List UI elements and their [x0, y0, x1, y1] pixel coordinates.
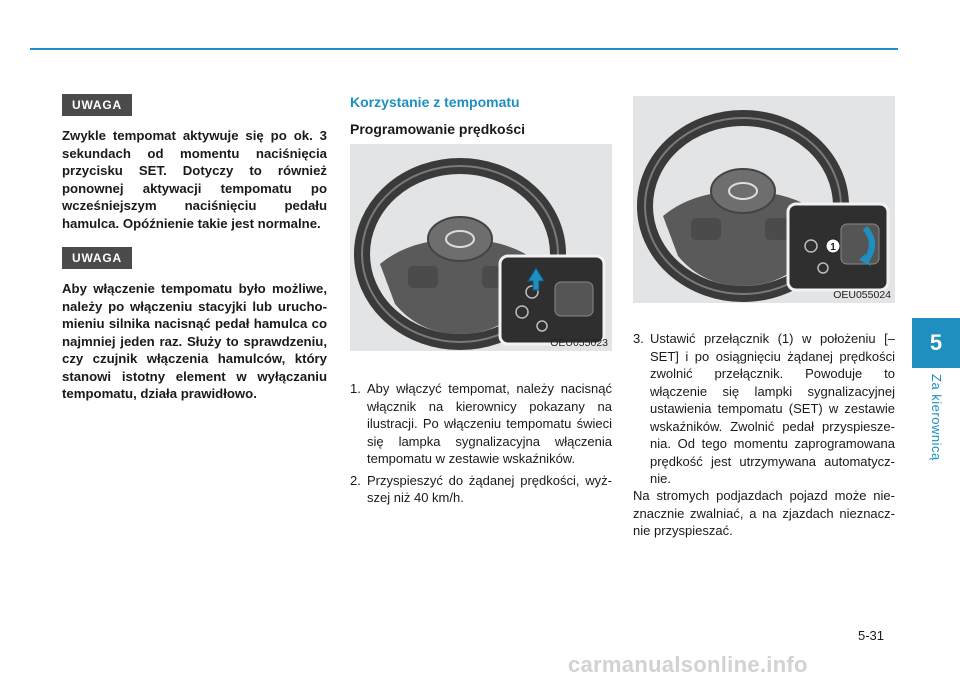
- step-item: [633, 330, 895, 488]
- header-rule: [30, 48, 898, 50]
- step-item: [350, 380, 612, 468]
- step-number: 1.: [350, 381, 361, 396]
- figure-code: OEU055023: [550, 337, 608, 349]
- steering-wheel-figure: [350, 144, 612, 351]
- section-heading: Korzystanie z tempomatu: [350, 94, 520, 110]
- step-item: [350, 472, 612, 507]
- step-text: Aby włączyć tempomat, należy nacisnąć włącznik na kierownicy pokazany na ilustracji. Po włączeniu tempomatu świeci się lampka sygnalizacyjna włączenia tempomatu w zestawie wskaźników.: [367, 381, 612, 466]
- callout-number: 1: [830, 242, 836, 253]
- watermark: carmanualsonline.info: [568, 652, 808, 677]
- note-badge: UWAGA: [62, 247, 132, 269]
- step-text: Przyspieszyć do żądanej prędkości, wyższej niż 40 km/h.: [367, 472, 612, 505]
- chapter-title: Za kierownicą: [929, 374, 944, 461]
- steering-wheel-illustration-2: [633, 96, 895, 303]
- sub-heading: Programowanie prędkości: [350, 121, 526, 137]
- steering-wheel-figure-2: [633, 96, 895, 303]
- step-number: 3.: [633, 331, 644, 346]
- step-number: 2.: [350, 472, 361, 488]
- chapter-tab: 5: [912, 318, 960, 368]
- steering-wheel-illustration: [350, 144, 612, 351]
- note-badge: UWAGA: [62, 94, 132, 116]
- figure-code: OEU055024: [833, 289, 891, 301]
- note-text: Aby włączenie tempomatu było możliwe, należy po włączeniu stacyjki lub uruchomieniu silnika nacisnąć pedał hamulca co najmniej jeden raz. Służy to sprawdzeniu, czy czujnik włączenia hamulców, który stanowi istotny element w wyłączaniu tempomatu, działa prawidłowo.: [62, 281, 327, 401]
- step-text: Ustawić przełącznik (1) w położeniu [–SET] i po osiągnięciu żądanej prędkości zwolnić przełącznik. Powoduje to włączenie się lampki sygnalizacyjnej ustawienia tempomatu (SET) w zestawie wskaźników. Zwolnić pedał przyspieszenia. Od tego momentu zaprogramowana prędkość jest utrzymywana automatycznie.: [650, 331, 895, 486]
- note-text: Zwykle tempomat aktywuje się po ok. 3 sekundach od momentu naciśnięcia przycisku SET. Dotyczy to również ponownej aktywacji tempomatu po wcześniejszym naciśnięciu pedału hamulca. Opóźnienie takie jest normalne.: [62, 128, 327, 231]
- steps-list-2: [633, 330, 895, 492]
- steps-list-1: [350, 380, 612, 511]
- page-number: 5-31: [858, 628, 885, 643]
- closing-paragraph: Na stromych podjazdach pojazd może nieznacznie zwalniać, a na zjazdach nieznacznie przyspieszać.: [633, 488, 895, 538]
